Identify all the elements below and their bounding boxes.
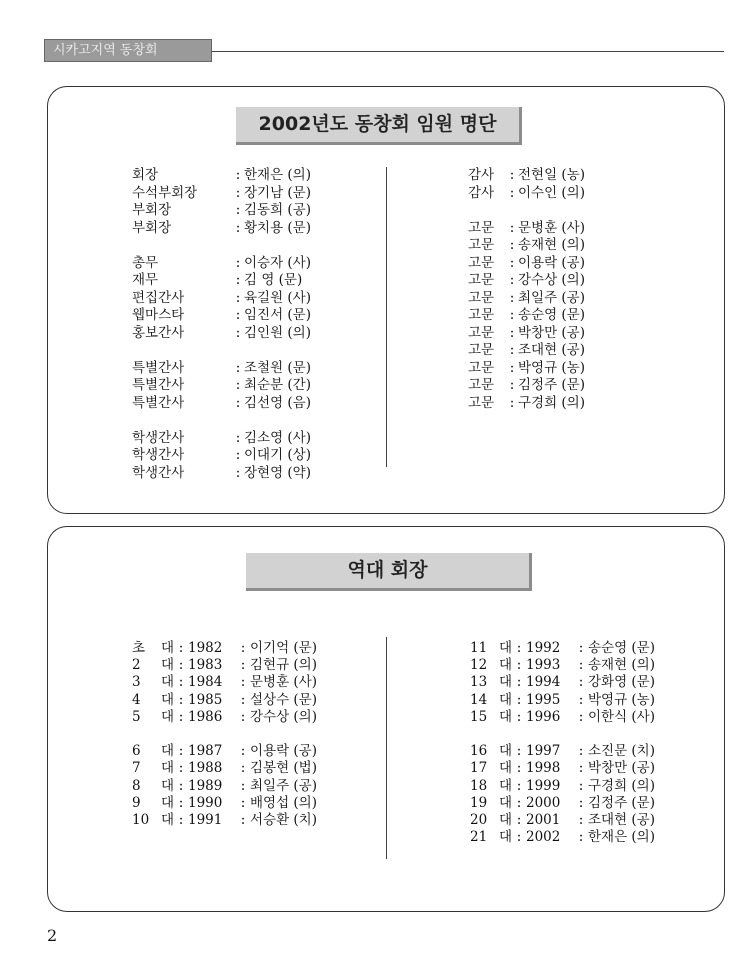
group-spacer xyxy=(132,412,311,430)
president-term: 19 대 xyxy=(470,794,512,811)
group-spacer xyxy=(132,237,311,255)
president-term: 16 대 xyxy=(470,743,512,760)
column-divider xyxy=(386,637,387,859)
presidents-right-column xyxy=(470,640,655,846)
officer-row xyxy=(468,377,585,395)
officer-row xyxy=(132,395,311,413)
colon-separator: : xyxy=(516,708,522,725)
colon-separator: : xyxy=(516,794,522,811)
officer-row xyxy=(132,377,311,395)
president-row xyxy=(132,709,317,726)
colon-separator: : xyxy=(240,708,246,725)
president-year: 2002 xyxy=(526,829,561,846)
president-year: 1993 xyxy=(526,657,561,674)
colon-separator: : xyxy=(235,377,241,393)
president-year: 1991 xyxy=(188,811,223,828)
officer-name: 이용락 (공) xyxy=(518,254,585,271)
president-name: 설상수 (문) xyxy=(250,691,317,708)
colon-separator: : xyxy=(240,743,246,760)
colon-separator: : xyxy=(235,202,241,218)
officer-row xyxy=(132,202,311,220)
officer-row xyxy=(132,167,311,185)
officer-row xyxy=(468,237,585,255)
officer-role: 수석부회장 xyxy=(132,184,198,201)
officer-name: 조대현 (공) xyxy=(518,342,585,358)
president-row xyxy=(132,692,317,709)
officer-row xyxy=(468,325,585,343)
section-tag: 시카고지역 동창회 xyxy=(44,39,212,62)
officer-role: 특별간사 xyxy=(132,377,185,393)
colon-separator: : xyxy=(178,811,184,828)
colon-separator: : xyxy=(578,691,584,708)
president-name: 송순영 (문) xyxy=(588,640,655,656)
colon-separator: : xyxy=(178,777,184,794)
president-name: 박영규 (농) xyxy=(588,691,655,708)
officer-row xyxy=(468,342,585,360)
colon-separator: : xyxy=(578,829,584,846)
officer-name: 김선영 (음) xyxy=(244,394,311,411)
officer-row xyxy=(132,220,311,238)
colon-separator: : xyxy=(178,657,184,674)
officer-role: 고문 xyxy=(468,324,495,341)
officer-row xyxy=(468,272,585,290)
officer-role: 학생간사 xyxy=(132,464,185,481)
colon-separator: : xyxy=(578,743,584,760)
officer-row xyxy=(468,255,585,273)
president-year: 1999 xyxy=(526,777,561,794)
president-name: 구경희 (의) xyxy=(588,777,655,794)
presidents-panel xyxy=(47,526,725,912)
officer-row xyxy=(468,185,585,203)
officer-role: 특별간사 xyxy=(132,359,185,376)
colon-separator: : xyxy=(509,289,515,306)
colon-separator: : xyxy=(509,342,515,358)
president-term: 10 대 xyxy=(132,811,174,828)
colon-separator: : xyxy=(235,219,241,236)
president-term: 14 대 xyxy=(470,691,512,708)
president-name: 한재은 (의) xyxy=(588,829,655,846)
president-year: 1985 xyxy=(188,691,223,708)
president-term: 9 대 xyxy=(132,794,174,811)
colon-separator: : xyxy=(578,674,584,691)
colon-separator: : xyxy=(240,760,246,777)
officer-name: 송재현 (의) xyxy=(518,237,585,253)
page-number: 2 xyxy=(47,926,58,945)
officer-row xyxy=(468,290,585,308)
president-year: 1983 xyxy=(188,657,223,674)
colon-separator: : xyxy=(516,760,522,777)
president-term: 3 대 xyxy=(132,674,174,691)
officer-name: 박영규 (농) xyxy=(518,359,585,376)
officer-name: 김인원 (의) xyxy=(244,324,311,341)
president-name: 배영섭 (의) xyxy=(250,794,317,811)
colon-separator: : xyxy=(235,394,241,411)
officer-role: 총무 xyxy=(132,254,159,271)
officer-name: 이수인 (의) xyxy=(518,184,585,201)
officer-row xyxy=(132,255,311,273)
officer-name: 강수상 (의) xyxy=(518,272,585,288)
officer-name: 이대기 (상) xyxy=(244,447,311,463)
colon-separator: : xyxy=(516,829,522,846)
colon-separator: : xyxy=(516,674,522,691)
colon-separator: : xyxy=(178,794,184,811)
colon-separator: : xyxy=(235,359,241,376)
president-year: 1988 xyxy=(188,760,223,777)
president-row xyxy=(470,674,655,691)
officer-name: 장기남 (문) xyxy=(244,184,311,201)
officer-role: 고문 xyxy=(468,307,495,323)
column-divider xyxy=(386,167,387,467)
president-year: 1998 xyxy=(526,760,561,777)
officer-role: 편집간사 xyxy=(132,289,185,306)
president-row xyxy=(132,795,317,812)
officer-role: 부회장 xyxy=(132,219,172,236)
header-rule xyxy=(212,51,724,52)
officer-name: 전현일 (농) xyxy=(518,167,585,183)
president-row xyxy=(470,657,655,674)
president-term: 12 대 xyxy=(470,657,512,674)
officer-name: 김동희 (공) xyxy=(244,202,311,218)
colon-separator: : xyxy=(516,691,522,708)
officer-role: 특별간사 xyxy=(132,394,185,411)
president-name: 이한식 (사) xyxy=(588,708,655,725)
presidents-title: 역대 회장 xyxy=(246,553,532,591)
president-row xyxy=(132,778,317,795)
colon-separator: : xyxy=(509,167,515,183)
president-row xyxy=(132,640,317,657)
president-name: 최일주 (공) xyxy=(250,777,317,794)
officer-role: 재무 xyxy=(132,272,159,288)
president-name: 이용락 (공) xyxy=(250,743,317,760)
president-year: 1984 xyxy=(188,674,223,691)
president-year: 2000 xyxy=(526,794,561,811)
colon-separator: : xyxy=(178,708,184,725)
officers-panel xyxy=(47,86,725,514)
colon-separator: : xyxy=(509,184,515,201)
officer-name: 김소영 (사) xyxy=(244,429,311,446)
colon-separator: : xyxy=(578,777,584,794)
officer-role: 고문 xyxy=(468,254,495,271)
officer-name: 장현영 (약) xyxy=(244,464,311,481)
officer-row xyxy=(132,185,311,203)
colon-separator: : xyxy=(240,640,246,656)
officer-role: 감사 xyxy=(468,167,495,183)
president-year: 1989 xyxy=(188,777,223,794)
officer-row xyxy=(468,220,585,238)
president-row xyxy=(470,709,655,726)
colon-separator: : xyxy=(509,307,515,323)
colon-separator: : xyxy=(509,324,515,341)
president-row xyxy=(470,760,655,777)
colon-separator: : xyxy=(240,777,246,794)
president-term: 4 대 xyxy=(132,691,174,708)
colon-separator: : xyxy=(178,640,184,656)
president-year: 1996 xyxy=(526,708,561,725)
colon-separator: : xyxy=(578,657,584,674)
officer-name: 문병훈 (사) xyxy=(518,219,585,236)
colon-separator: : xyxy=(235,429,241,446)
officer-role: 고문 xyxy=(468,394,495,411)
president-term: 20 대 xyxy=(470,811,512,828)
colon-separator: : xyxy=(235,289,241,306)
officer-name: 김정주 (문) xyxy=(518,377,585,393)
president-year: 2001 xyxy=(526,811,561,828)
president-term: 11 대 xyxy=(470,640,512,656)
colon-separator: : xyxy=(516,743,522,760)
colon-separator: : xyxy=(509,237,515,253)
president-name: 송재현 (의) xyxy=(588,657,655,674)
presidents-left-column xyxy=(132,640,317,829)
officer-role: 고문 xyxy=(468,237,495,253)
colon-separator: : xyxy=(235,184,241,201)
colon-separator: : xyxy=(509,219,515,236)
colon-separator: : xyxy=(235,307,241,323)
officer-row xyxy=(468,167,585,185)
colon-separator: : xyxy=(509,377,515,393)
colon-separator: : xyxy=(235,272,241,288)
colon-separator: : xyxy=(516,640,522,656)
colon-separator: : xyxy=(509,272,515,288)
officer-name: 구경희 (의) xyxy=(518,394,585,411)
officer-role: 감사 xyxy=(468,184,495,201)
officer-row xyxy=(132,325,311,343)
colon-separator: : xyxy=(235,167,241,183)
colon-separator: : xyxy=(509,394,515,411)
officer-row xyxy=(132,272,311,290)
president-year: 1992 xyxy=(526,640,561,656)
president-row xyxy=(132,657,317,674)
officer-row xyxy=(132,290,311,308)
officer-name: 조철원 (문) xyxy=(244,359,311,376)
colon-separator: : xyxy=(516,657,522,674)
officer-name: 한재은 (의) xyxy=(244,167,311,183)
colon-separator: : xyxy=(516,777,522,794)
colon-separator: : xyxy=(235,464,241,481)
president-term: 초 대 xyxy=(132,640,174,656)
group-spacer xyxy=(132,726,317,743)
president-name: 김현규 (의) xyxy=(250,657,317,674)
president-name: 이기억 (문) xyxy=(250,640,317,656)
colon-separator: : xyxy=(240,794,246,811)
president-term: 6 대 xyxy=(132,743,174,760)
colon-separator: : xyxy=(235,254,241,271)
president-row xyxy=(470,829,655,846)
officers-right-column xyxy=(468,167,585,412)
president-name: 강수상 (의) xyxy=(250,708,317,725)
colon-separator: : xyxy=(509,359,515,376)
president-name: 김봉현 (법) xyxy=(250,760,317,777)
president-row xyxy=(132,743,317,760)
colon-separator: : xyxy=(235,447,241,463)
president-term: 13 대 xyxy=(470,674,512,691)
officer-role: 웹마스타 xyxy=(132,307,185,323)
president-year: 1982 xyxy=(188,640,223,656)
president-name: 소진문 (치) xyxy=(588,743,655,760)
colon-separator: : xyxy=(240,657,246,674)
officer-role: 홍보간사 xyxy=(132,324,185,341)
officer-role: 부회장 xyxy=(132,202,172,218)
officers-left-column xyxy=(132,167,311,482)
officer-name: 육길원 (사) xyxy=(244,289,311,306)
president-term: 2 대 xyxy=(132,657,174,674)
colon-separator: : xyxy=(516,811,522,828)
officer-row xyxy=(132,307,311,325)
president-row xyxy=(470,812,655,829)
president-year: 1987 xyxy=(188,743,223,760)
officer-row xyxy=(132,360,311,378)
officer-row xyxy=(468,307,585,325)
president-row xyxy=(132,812,317,829)
colon-separator: : xyxy=(578,811,584,828)
officer-name: 황치용 (문) xyxy=(244,219,311,236)
colon-separator: : xyxy=(235,324,241,341)
president-term: 18 대 xyxy=(470,777,512,794)
officer-row xyxy=(468,395,585,413)
officer-name: 박창만 (공) xyxy=(518,324,585,341)
president-term: 21 대 xyxy=(470,829,512,846)
officer-name: 임진서 (문) xyxy=(244,307,311,323)
president-year: 1986 xyxy=(188,708,223,725)
colon-separator: : xyxy=(240,811,246,828)
group-spacer xyxy=(470,726,655,743)
group-spacer xyxy=(132,342,311,360)
officer-role: 고문 xyxy=(468,342,495,358)
president-name: 박창만 (공) xyxy=(588,760,655,777)
president-row xyxy=(470,743,655,760)
president-year: 1994 xyxy=(526,674,561,691)
president-year: 1995 xyxy=(526,691,561,708)
colon-separator: : xyxy=(178,760,184,777)
president-name: 김정주 (문) xyxy=(588,794,655,811)
officer-row xyxy=(132,447,311,465)
president-row xyxy=(132,674,317,691)
officer-role: 학생간사 xyxy=(132,447,185,463)
president-term: 5 대 xyxy=(132,708,174,725)
officer-role: 고문 xyxy=(468,359,495,376)
president-name: 문병훈 (사) xyxy=(250,674,317,691)
president-term: 15 대 xyxy=(470,708,512,725)
officer-role: 학생간사 xyxy=(132,429,185,446)
colon-separator: : xyxy=(240,674,246,691)
colon-separator: : xyxy=(509,254,515,271)
officer-row xyxy=(132,465,311,483)
president-term: 8 대 xyxy=(132,777,174,794)
president-name: 서승환 (치) xyxy=(250,811,317,828)
colon-separator: : xyxy=(578,708,584,725)
group-spacer xyxy=(468,202,585,220)
president-name: 조대현 (공) xyxy=(588,811,655,828)
president-row xyxy=(470,778,655,795)
president-row xyxy=(132,760,317,777)
officer-role: 고문 xyxy=(468,289,495,306)
officer-role: 회장 xyxy=(132,167,159,183)
officer-role: 고문 xyxy=(468,272,495,288)
president-row xyxy=(470,692,655,709)
officer-role: 고문 xyxy=(468,377,495,393)
colon-separator: : xyxy=(578,794,584,811)
colon-separator: : xyxy=(178,674,184,691)
officer-role: 고문 xyxy=(468,219,495,236)
officer-name: 송순영 (문) xyxy=(518,307,585,323)
president-year: 1997 xyxy=(526,743,561,760)
officer-name: 최일주 (공) xyxy=(518,289,585,306)
colon-separator: : xyxy=(240,691,246,708)
president-term: 7 대 xyxy=(132,760,174,777)
officers-title: 2002년도 동창회 임원 명단 xyxy=(236,107,522,145)
colon-separator: : xyxy=(578,640,584,656)
officer-name: 최순분 (간) xyxy=(244,377,311,393)
president-term: 17 대 xyxy=(470,760,512,777)
colon-separator: : xyxy=(178,691,184,708)
president-row xyxy=(470,795,655,812)
colon-separator: : xyxy=(178,743,184,760)
officer-name: 이승자 (사) xyxy=(244,254,311,271)
president-year: 1990 xyxy=(188,794,223,811)
president-row xyxy=(470,640,655,657)
officer-row xyxy=(132,430,311,448)
colon-separator: : xyxy=(578,760,584,777)
officer-name: 김 영 (문) xyxy=(244,272,303,288)
president-name: 강화영 (문) xyxy=(588,674,655,691)
officer-row xyxy=(468,360,585,378)
